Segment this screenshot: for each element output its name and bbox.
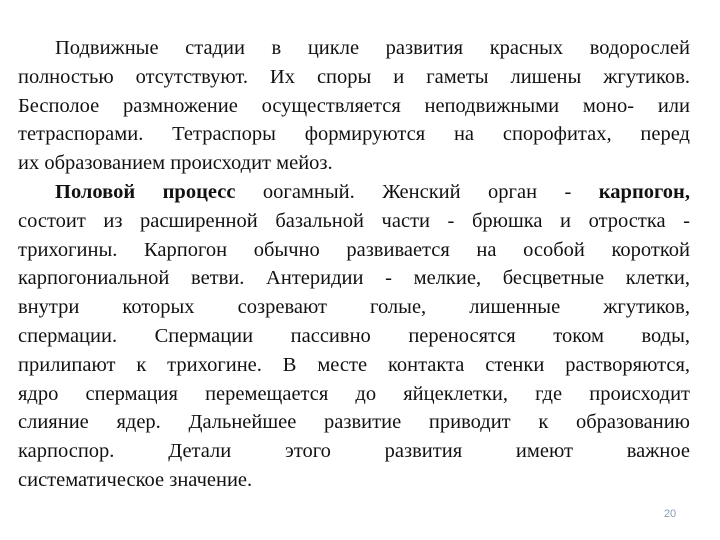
text-run: полностью отсутствуют. Их споры и гаметы лишены жгутиков. <box>18 65 690 88</box>
text-line <box>18 380 690 409</box>
text-line <box>18 34 690 63</box>
text-run: состоит из расширенной базальной части - брюшка и отростка - <box>18 209 690 232</box>
text-run: внутри которых созревают голые, лишенные жгутиков, <box>18 296 690 319</box>
text-line <box>18 351 690 380</box>
text-line <box>18 293 690 322</box>
text-line <box>18 466 690 495</box>
text-line <box>18 322 690 351</box>
text-line <box>18 236 690 265</box>
text-run: спермации. Спермации пассивно переносятся током воды, <box>18 324 690 347</box>
text-run: Подвижные стадии в цикле развития красных водорослей <box>55 37 690 59</box>
text-line <box>18 92 690 121</box>
text-run: ядро спермация перемещается до яйцеклетки, где происходит <box>18 382 690 405</box>
bold-term-carpogon: карпогон, <box>598 180 690 203</box>
text-run: карпогониальной ветви. Антеридии - мелкие, бесцветные клетки, <box>18 267 690 290</box>
text-run: тетраспорами. Тетраспоры формируются на спорофитах, перед <box>18 123 690 146</box>
text-line <box>18 264 690 293</box>
text-run: прилипают к трихогине. В месте контакта стенки растворяются, <box>18 353 690 376</box>
page-number: 20 <box>663 508 677 520</box>
text-line <box>18 207 690 236</box>
document-body <box>18 34 690 495</box>
text-run: Бесполое размножение осуществляется неподвижными моно- или <box>18 94 690 117</box>
paragraph-2 <box>18 178 690 495</box>
text-line <box>18 149 690 178</box>
text-run: слияние ядер. Дальнейшее развитие приводит к образованию <box>18 411 690 434</box>
text-line <box>18 178 690 207</box>
text-line <box>18 408 690 437</box>
text-run: оогамный. Женский орган - <box>235 180 599 203</box>
paragraph-1 <box>18 34 690 178</box>
text-line <box>18 63 690 92</box>
text-run: карпоспор. Детали этого развития имеют важное <box>18 440 690 463</box>
text-run: их образованием происходит мейоз. <box>18 152 333 175</box>
text-line <box>18 437 690 466</box>
bold-term-sexual-process: Половой процесс <box>55 180 236 203</box>
text-run: трихогины. Карпогон обычно развивается на особой короткой <box>18 238 690 261</box>
text-run: систематическое значение. <box>18 468 253 491</box>
text-line <box>18 120 690 149</box>
